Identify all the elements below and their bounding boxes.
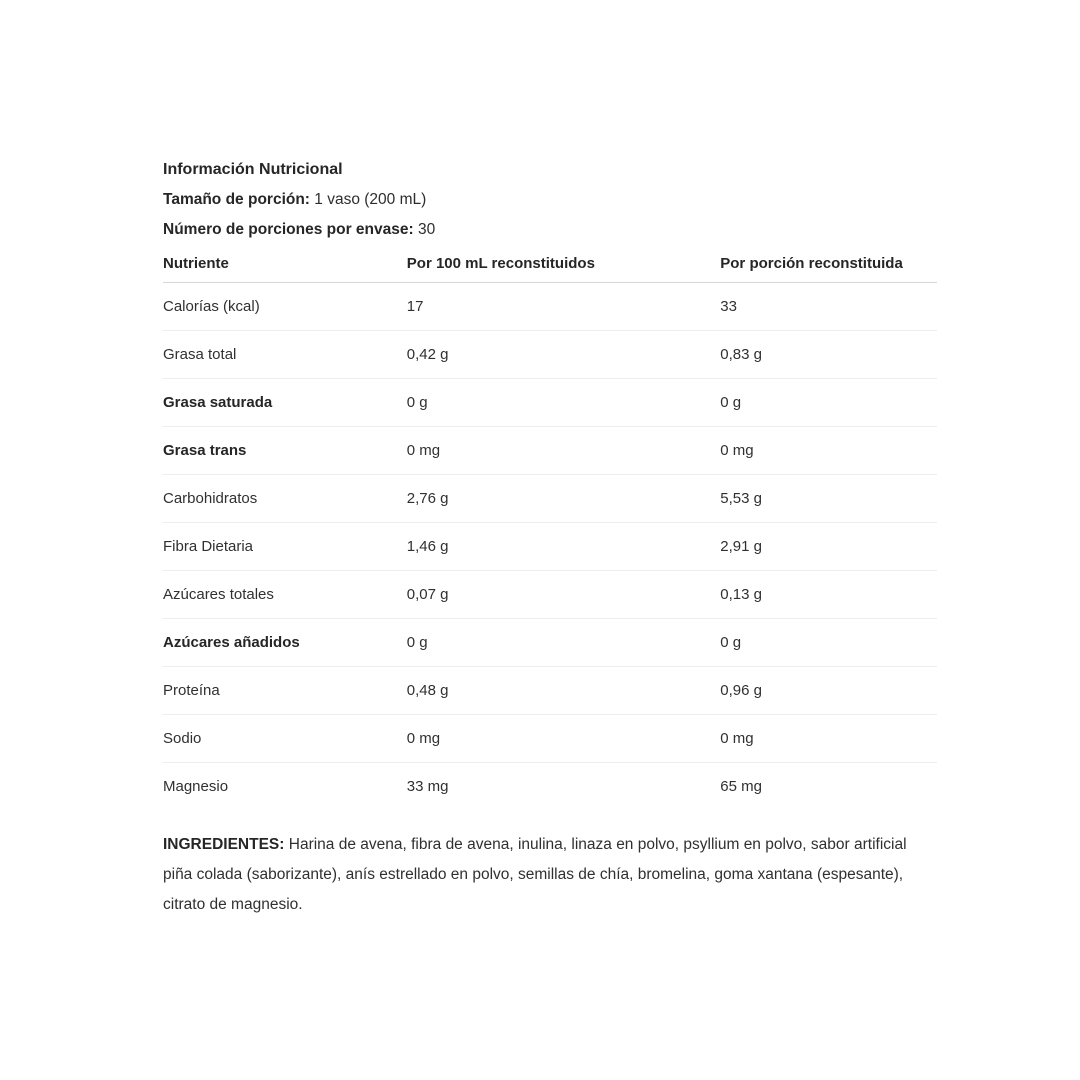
ingredients-text: Harina de avena, fibra de avena, inulina, linaza en polvo, psyllium en polvo, sabor artificial piña colada (saborizante), anís estrellado en polvo, semillas de chía, bromelina, goma xantana (espesante), citrato de magnesio.	[163, 836, 907, 913]
table-row	[163, 331, 937, 379]
servings-per-container-label: Número de porciones por envase:	[163, 221, 414, 238]
servings-per-container-value: 30	[417, 221, 436, 238]
table-row	[163, 619, 937, 667]
per-portion-value-cell: 0 g	[720, 619, 937, 667]
nutrient-name-cell: Proteína	[163, 667, 407, 715]
per-portion-value-cell: 0,13 g	[720, 571, 937, 619]
per-portion-value-cell: 0 mg	[720, 715, 937, 763]
nutrient-name-cell: Calorías (kcal)	[163, 283, 407, 331]
serving-size-label: Tamaño de porción:	[163, 191, 310, 208]
nutrient-name-cell: Azúcares totales	[163, 571, 407, 619]
panel-title: Información Nutricional	[163, 161, 343, 178]
table-row	[163, 283, 937, 331]
table-row	[163, 667, 937, 715]
table-row	[163, 715, 937, 763]
ingredients-paragraph	[163, 830, 937, 920]
per-100ml-value-cell: 0,07 g	[407, 571, 720, 619]
column-header-per-100ml: Por 100 mL reconstituidos	[407, 255, 720, 283]
per-100ml-value-cell: 0,48 g	[407, 667, 720, 715]
ingredients-label: INGREDIENTES:	[163, 836, 285, 853]
table-row	[163, 427, 937, 475]
table-row	[163, 763, 937, 811]
table-header-row	[163, 255, 937, 283]
column-header-nutriente: Nutriente	[163, 255, 407, 283]
nutrient-name-cell: Fibra Dietaria	[163, 523, 407, 571]
per-portion-value-cell: 65 mg	[720, 778, 762, 795]
nutrient-name-cell: Grasa total	[163, 331, 407, 379]
nutrient-name-cell: Azúcares añadidos	[163, 619, 407, 667]
per-portion-value-cell: 0,96 g	[720, 667, 937, 715]
nutrient-name-cell: Carbohidratos	[163, 475, 407, 523]
per-100ml-value-cell: 0 g	[407, 379, 720, 427]
nutrition-table-body	[163, 283, 937, 811]
nutrient-name-cell: Grasa saturada	[163, 379, 407, 427]
serving-size-line	[163, 191, 937, 209]
column-header-per-portion: Por porción reconstituida	[720, 255, 937, 283]
per-100ml-value-cell: 1,46 g	[407, 523, 720, 571]
per-100ml-value-cell: 2,76 g	[407, 475, 720, 523]
table-row	[163, 523, 937, 571]
table-row	[163, 475, 937, 523]
per-portion-value-cell: 5,53 g	[720, 475, 937, 523]
per-portion-value-cell: 0 g	[720, 379, 937, 427]
per-100ml-value-cell: 0,42 g	[407, 331, 720, 379]
nutrition-facts-panel	[163, 161, 937, 920]
per-100ml-value-cell: 33 mg	[406, 778, 449, 795]
per-portion-value-cell: 33	[720, 283, 937, 331]
nutrient-name-cell: Sodio	[163, 715, 407, 763]
serving-size-value: 1 vaso (200 mL)	[314, 191, 427, 208]
servings-per-container-line	[163, 221, 937, 239]
nutrition-table	[163, 255, 937, 810]
per-100ml-value-cell: 0 g	[407, 619, 720, 667]
nutrient-name-cell: Grasa trans	[163, 427, 407, 475]
per-portion-value-cell: 0,83 g	[720, 331, 937, 379]
table-row	[163, 571, 937, 619]
nutrient-name-cell: Magnesio	[163, 778, 229, 795]
per-100ml-value-cell: 0 mg	[407, 427, 720, 475]
per-100ml-value-cell: 0 mg	[407, 715, 720, 763]
per-portion-value-cell: 0 mg	[720, 427, 937, 475]
table-row	[163, 379, 937, 427]
per-portion-value-cell: 2,91 g	[720, 523, 937, 571]
per-100ml-value-cell: 17	[407, 283, 720, 331]
